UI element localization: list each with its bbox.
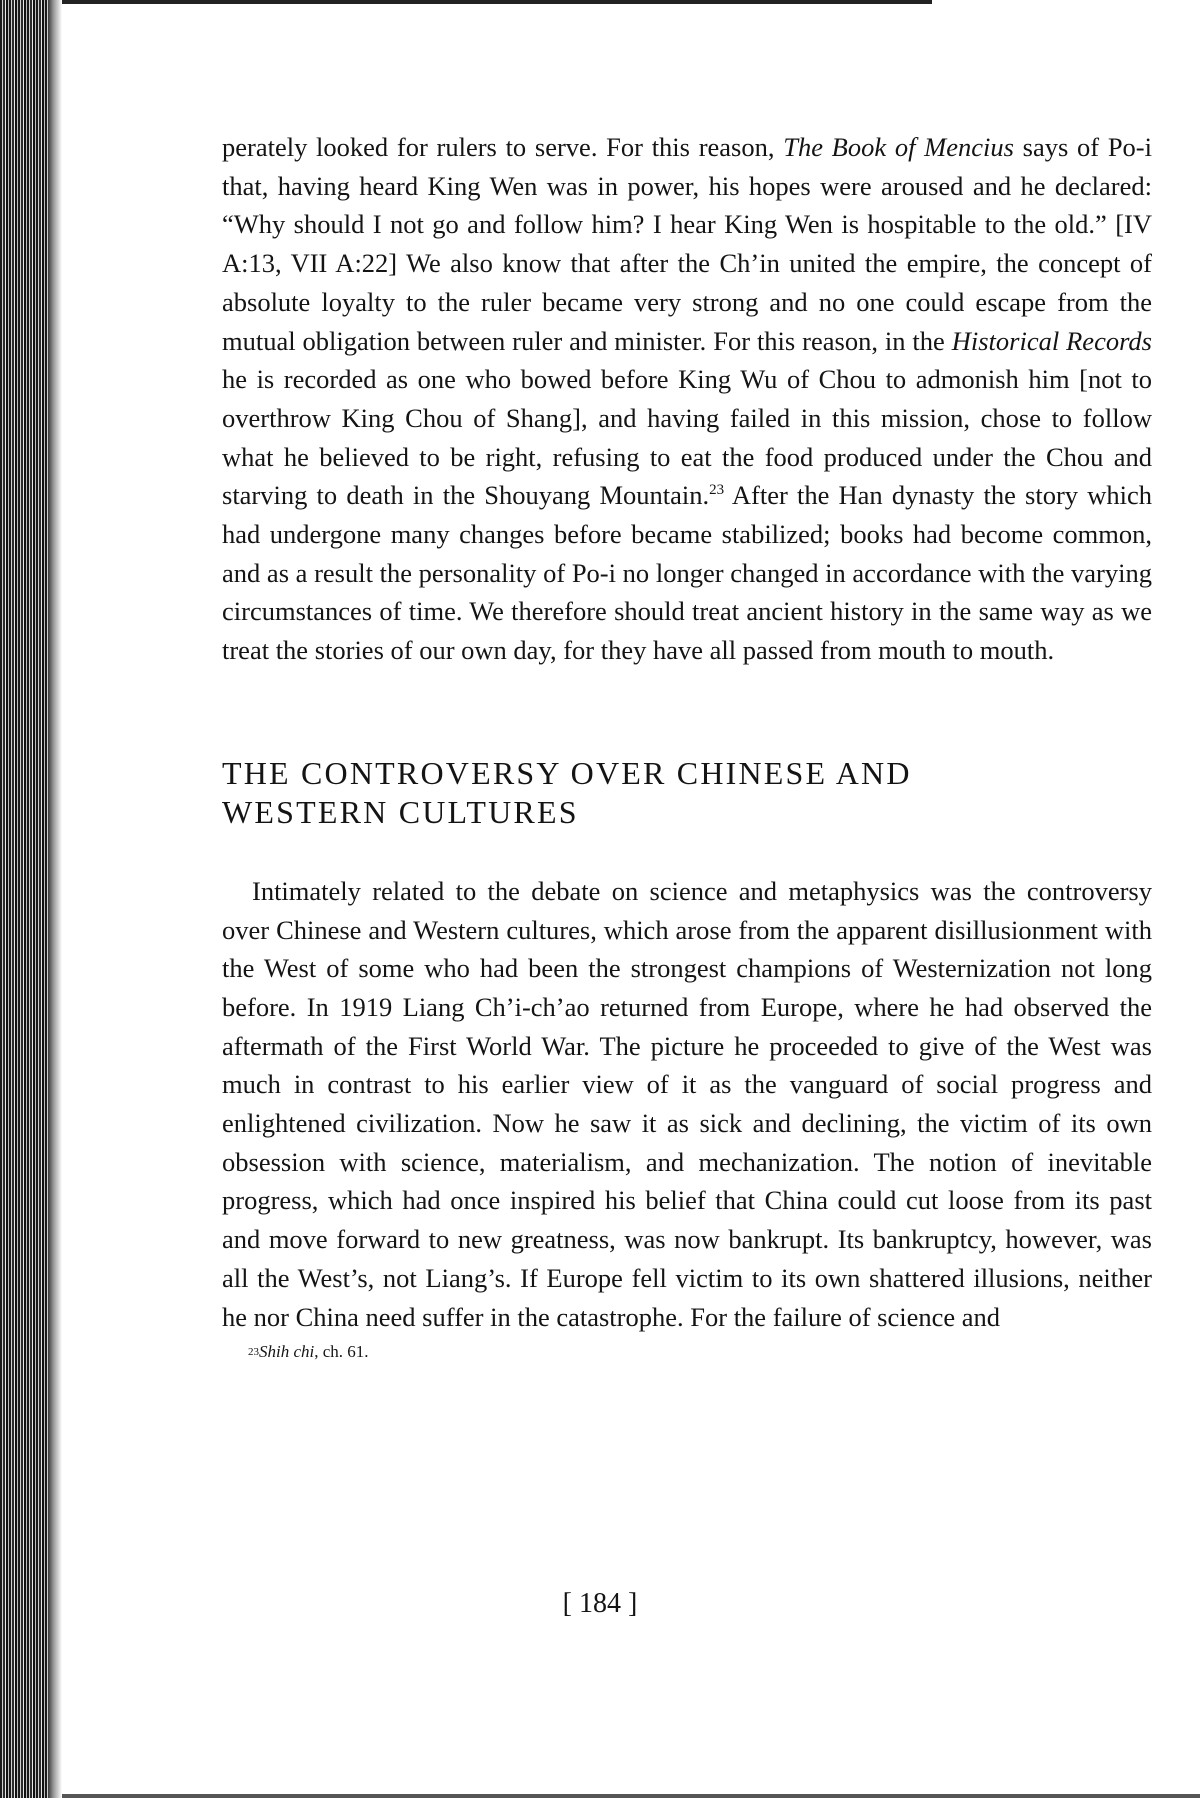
section-heading	[222, 754, 1152, 832]
text-run: says of Po-i that, having heard King Wen was in power, his hopes were aroused and he declared: “Why should I not go and follow him? I hear King Wen is hospitable to the old.” [IV A:13, VII A:22] We also know that after the Ch’in united the empire, the concept of absolute loyalty to the ruler became very strong and no one could escape from the mutual obligation between ruler and minister. For this reason, in the	[222, 132, 1152, 356]
italic-title: Historical Records	[951, 325, 1152, 356]
section-heading-line-1: THE CONTROVERSY OVER CHINESE AND	[222, 754, 912, 791]
top-page-edge	[62, 0, 932, 4]
text-run: he is recorded as one who bowed before King Wu of Chou to admonish him [not to overthrow King Chou of Shang], and having failed in this mission, chose to follow what he believed to be right, refusing to eat the food produced under the Chou and starving to death in the Shouyang Mountain.	[222, 364, 1152, 511]
footnote-reference: 23	[709, 482, 725, 499]
bottom-page-edge	[62, 1794, 1200, 1798]
binding-edge	[0, 0, 62, 1798]
footnote-source-title: Shih chi	[259, 1342, 315, 1362]
page-body	[222, 128, 1152, 1364]
footnote-number: 23	[248, 1346, 259, 1359]
italic-title: The Book of Mencius	[783, 132, 1014, 162]
footnote-text: , ch. 61.	[314, 1342, 369, 1362]
paragraph-top	[222, 128, 1152, 670]
footnote	[222, 1340, 1152, 1364]
text-run: perately looked for rulers to serve. For this reason,	[222, 132, 784, 162]
section-heading-line-2: WESTERN CULTURES	[222, 793, 579, 830]
paragraph-body: Intimately related to the debate on science and metaphysics was the controversy over Chinese and Western cultures, which arose from the apparent disillusionment with the West of some who had been the strongest champions of Westernization not long before. In 1919 Liang Ch’i-ch’ao returned from Europe, where he had observed the aftermath of the First World War. The picture he proceeded to give of the West was much in contrast to his earlier view of it as the vanguard of social progress and enlightened civilization. Now he saw it as sick and declining, the victim of its own obsession with science, materialism, and mechanization. The notion of inevitable progress, which had once inspired his belief that China could cut loose from its past and move forward to new greatness, was now bankrupt. Its bankruptcy, however, was all the West’s, not Liang’s. If Europe fell victim to its own shattered illusions, neither he nor China need suffer in the catastrophe. For the failure of science and	[222, 875, 1152, 1332]
text-run: After the Han dynasty the story which had undergone many changes before became stabilized; books had become common, and as a result the personality of Po-i no longer changed in accordance with the varying circumstances of time. We therefore should treat ancient history in the same way as we treat the stories of our own day, for they have all passed from mouth to mouth.	[222, 480, 1152, 666]
page-number: [ 184 ]	[562, 1588, 638, 1619]
